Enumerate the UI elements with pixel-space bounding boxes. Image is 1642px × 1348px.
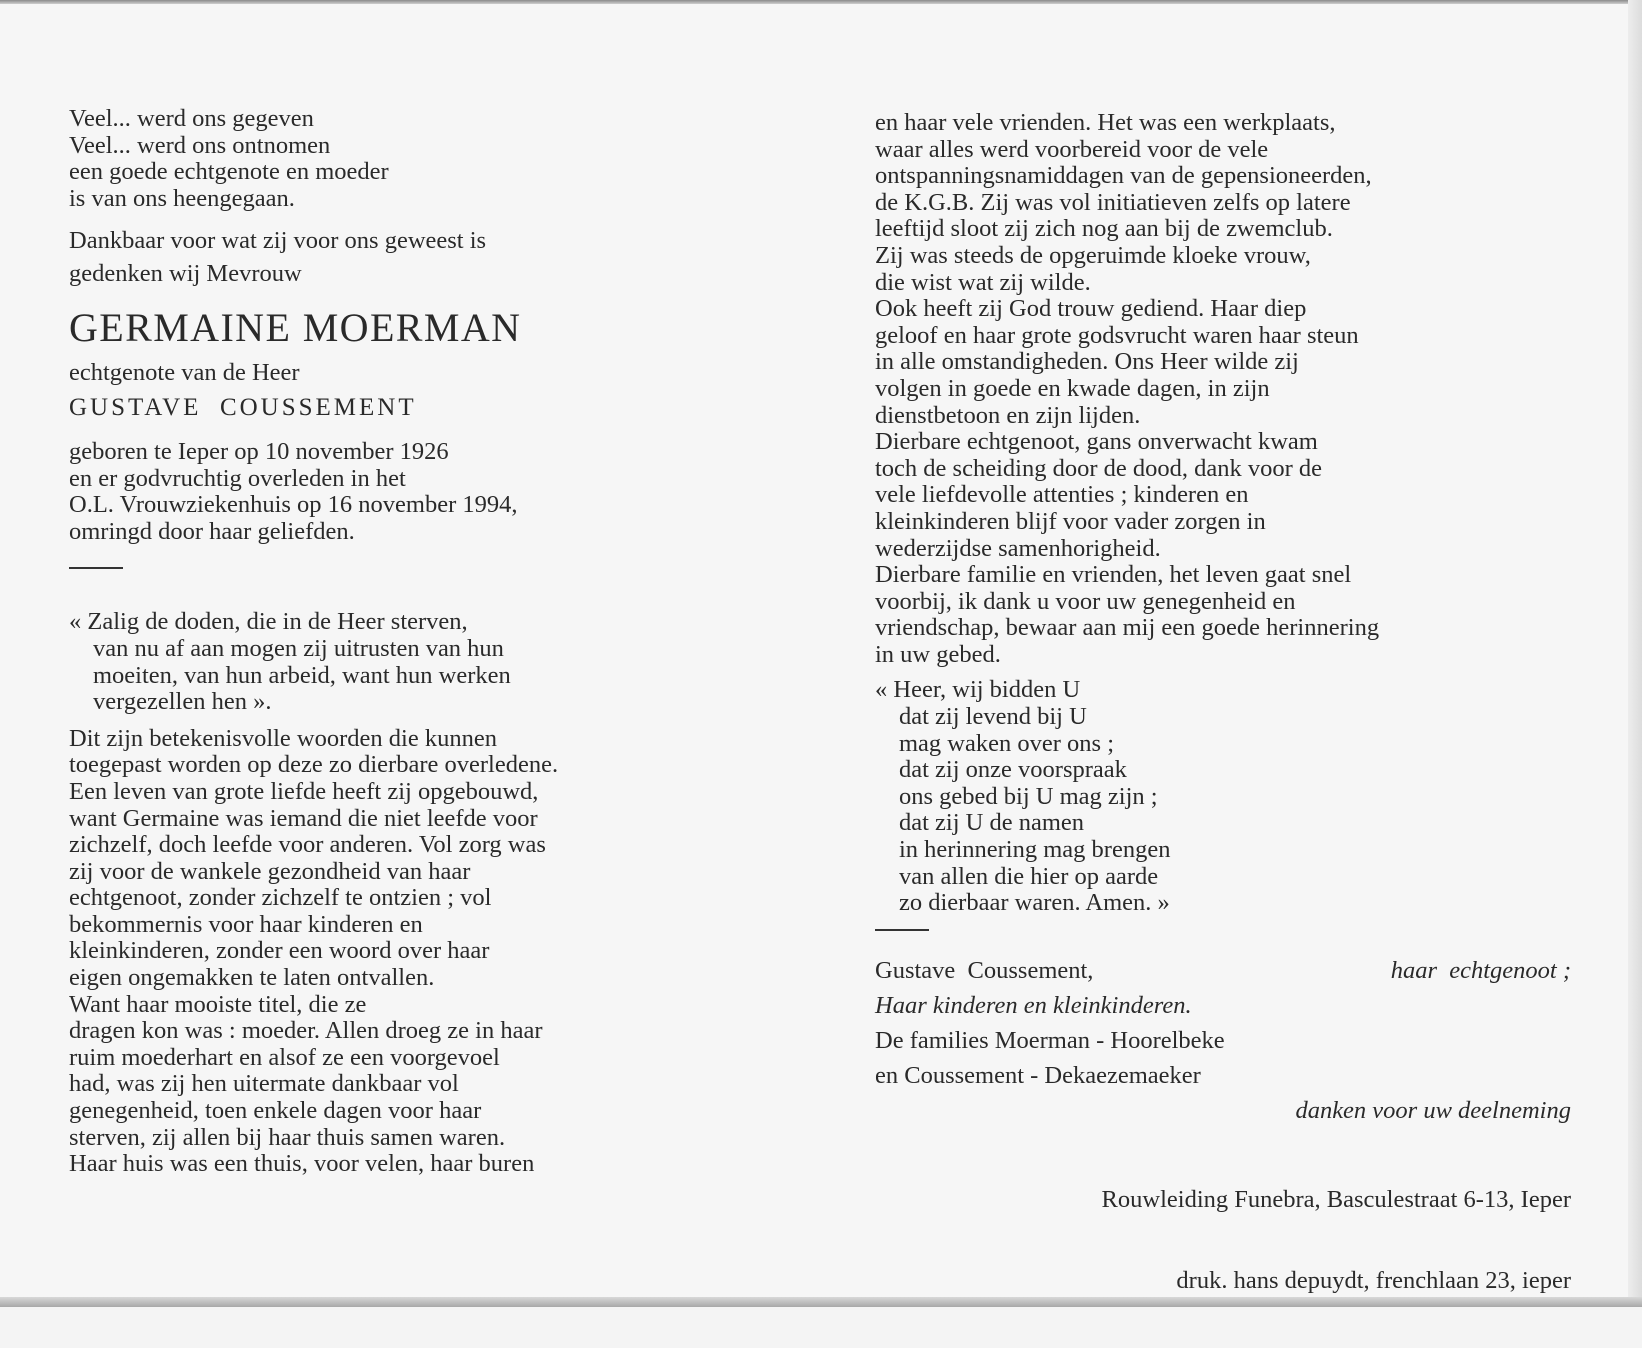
prayer-line: van allen die hier op aarde [899,862,1159,890]
tribute-line: kleinkinderen, zonder een woord over haar [69,937,490,965]
birth-death-text [69,439,749,545]
tribute-line: bekommernis voor haar kinderen en [69,910,423,938]
tribute-line: Dierbare echtgenoot, gans onverwacht kwam [875,428,1318,456]
prayer-line: in herinnering mag brengen [899,836,1171,864]
signature-family-1: De families Moerman - Hoorelbeke [875,1026,1225,1054]
prayer-line: « Heer, wij bidden U [875,676,1081,704]
tribute-line: zij voor de wankele gezondheid van haar [69,857,471,885]
separator-dash [875,929,929,931]
tribute-line: in alle omstandigheden. Ons Heer wilde zij [875,348,1299,376]
tribute-text-left [69,726,749,1178]
tribute-line: voorbij, ik dank u voor uw genegenheid en [875,587,1296,615]
tribute-line: Haar huis was een thuis, voor velen, haar buren [69,1150,535,1178]
printer-info [875,1132,1571,1348]
spouse-name: GUSTAVE COUSSEMENT [69,393,417,421]
intro-line: Veel... werd ons gegeven [69,105,314,132]
tribute-text-right [875,110,1575,668]
signature-family-2: en Coussement - Dekaezemaeker [875,1061,1201,1089]
tribute-line: dienstbetoon en zijn lijden. [875,401,1141,429]
quote-line: van nu af aan mogen zij uitrusten van hun [93,634,504,662]
tribute-line: dragen kon was : moeder. Allen droeg ze in haar [69,1017,543,1045]
birth-line: geboren te Ieper op 10 november 1926 [69,437,449,465]
quote-line: vergezellen hen ». [93,688,272,716]
quote-line: moeiten, van hun arbeid, want hun werken [93,661,511,689]
tribute-line: leeftijd sloot zij zich nog aan bij de zwemclub. [875,215,1333,243]
tribute-line: geloof en haar grote godsvrucht waren haar steun [875,321,1359,349]
scripture-quote [69,609,749,715]
left-column [69,106,749,1178]
intro-line: een goede echtgenote en moeder [69,158,389,186]
tribute-line: kleinkinderen blijf voor vader zorgen in [875,507,1266,535]
tribute-line: toegepast worden op deze zo dierbare overledene. [69,751,559,779]
tribute-line: Dit zijn betekenisvolle woorden die kunnen [69,724,497,752]
signature-husband: Gustave Coussement, [875,956,1094,984]
separator-dash [69,567,123,569]
intro-line: is van ons heengegaan. [69,184,295,212]
tribute-line: Zij was steeds de opgeruimde kloeke vrouw, [875,241,1311,269]
birth-line: omringd door haar geliefden. [69,517,355,545]
tribute-line: had, was zij hen uitermate dankbaar vol [69,1070,459,1098]
birth-line: en er godvruchtig overleden in het [69,464,406,492]
tribute-line: echtgenoot, zonder zichzelf te ontzien ; vol [69,884,492,912]
quote-line: « Zalig de doden, die in de Heer sterven, [69,608,468,636]
thanks-text [69,224,749,290]
tribute-line: die wist wat zij wilde. [875,268,1091,296]
tribute-line: eigen ongemakken te laten ontvallen. [69,964,435,992]
tribute-line: volgen in goede en kwade dagen, in zijn [875,374,1270,402]
tribute-line: Ook heeft zij God trouw gediend. Haar diep [875,295,1307,323]
signature-husband-role: haar echtgenoot ; [1390,956,1571,984]
tribute-line: sterven, zij allen bij haar thuis samen waren. [69,1123,506,1151]
right-column [875,110,1575,1348]
prayer-verse [875,677,1575,916]
tribute-line: Een leven van grote liefde heeft zij opgebouwd, [69,777,539,805]
tribute-line: in uw gebed. [875,640,1001,668]
signature-thanks: danken voor uw deelneming [1295,1096,1571,1124]
card-top-edge [0,0,1642,4]
tribute-line: zichzelf, doch leefde voor anderen. Vol zorg was [69,831,546,859]
signature-children: Haar kinderen en kleinkinderen. [875,991,1192,1019]
signature-husband-row [875,953,1571,988]
tribute-line: Dierbare familie en vrienden, het leven gaat snel [875,561,1352,589]
tribute-line: wederzijdse samenhorigheid. [875,534,1161,562]
tribute-line: genegenheid, toen enkele dagen voor haar [69,1097,482,1125]
thanks-line: Dankbaar voor wat zij voor ons geweest is [69,227,487,255]
prayer-line: zo dierbaar waren. Amen. » [899,889,1170,917]
tribute-line: vriendschap, bewaar aan mij een goede herinnering [875,614,1380,642]
thanks-line: gedenken wij Mevrouw [69,260,302,288]
printer-line: druk. hans depuydt, frenchlaan 23, ieper [1176,1266,1571,1294]
tribute-line: toch de scheiding door de dood, dank voor de [875,454,1323,482]
prayer-line: mag waken over ons ; [899,729,1114,757]
tribute-line: want Germaine was iemand die niet leefde voor [69,804,538,832]
tribute-line: en haar vele vrienden. Het was een werkplaats, [875,109,1336,136]
tribute-line: waar alles werd voorbereid voor de vele [875,135,1269,163]
prayer-line: ons gebed bij U mag zijn ; [899,782,1158,810]
spouse-intro: echtgenote van de Heer [69,359,300,387]
tribute-line: ruim moederhart en alsof ze een voorgevoel [69,1043,500,1071]
intro-verse [69,106,749,212]
tribute-line: vele liefdevolle attenties ; kinderen en [875,481,1249,509]
funeral-director-line: Rouwleiding Funebra, Basculestraat 6-13, Ieper [1101,1185,1571,1213]
card-right-edge [1628,0,1642,1307]
prayer-line: dat zij levend bij U [899,703,1087,731]
tribute-line: Want haar mooiste titel, die ze [69,990,367,1018]
tribute-line: de K.G.B. Zij was vol initiatieven zelfs op latere [875,188,1351,216]
tribute-line: ontspanningsnamiddagen van de gepensioneerden, [875,162,1372,190]
birth-line: O.L. Vrouwziekenhuis op 16 november 1994, [69,491,518,519]
prayer-line: dat zij onze voorspraak [899,756,1127,784]
intro-line: Veel... werd ons ontnomen [69,131,331,159]
deceased-name: GERMAINE MOERMAN [69,305,522,351]
prayer-line: dat zij U de namen [899,809,1085,837]
